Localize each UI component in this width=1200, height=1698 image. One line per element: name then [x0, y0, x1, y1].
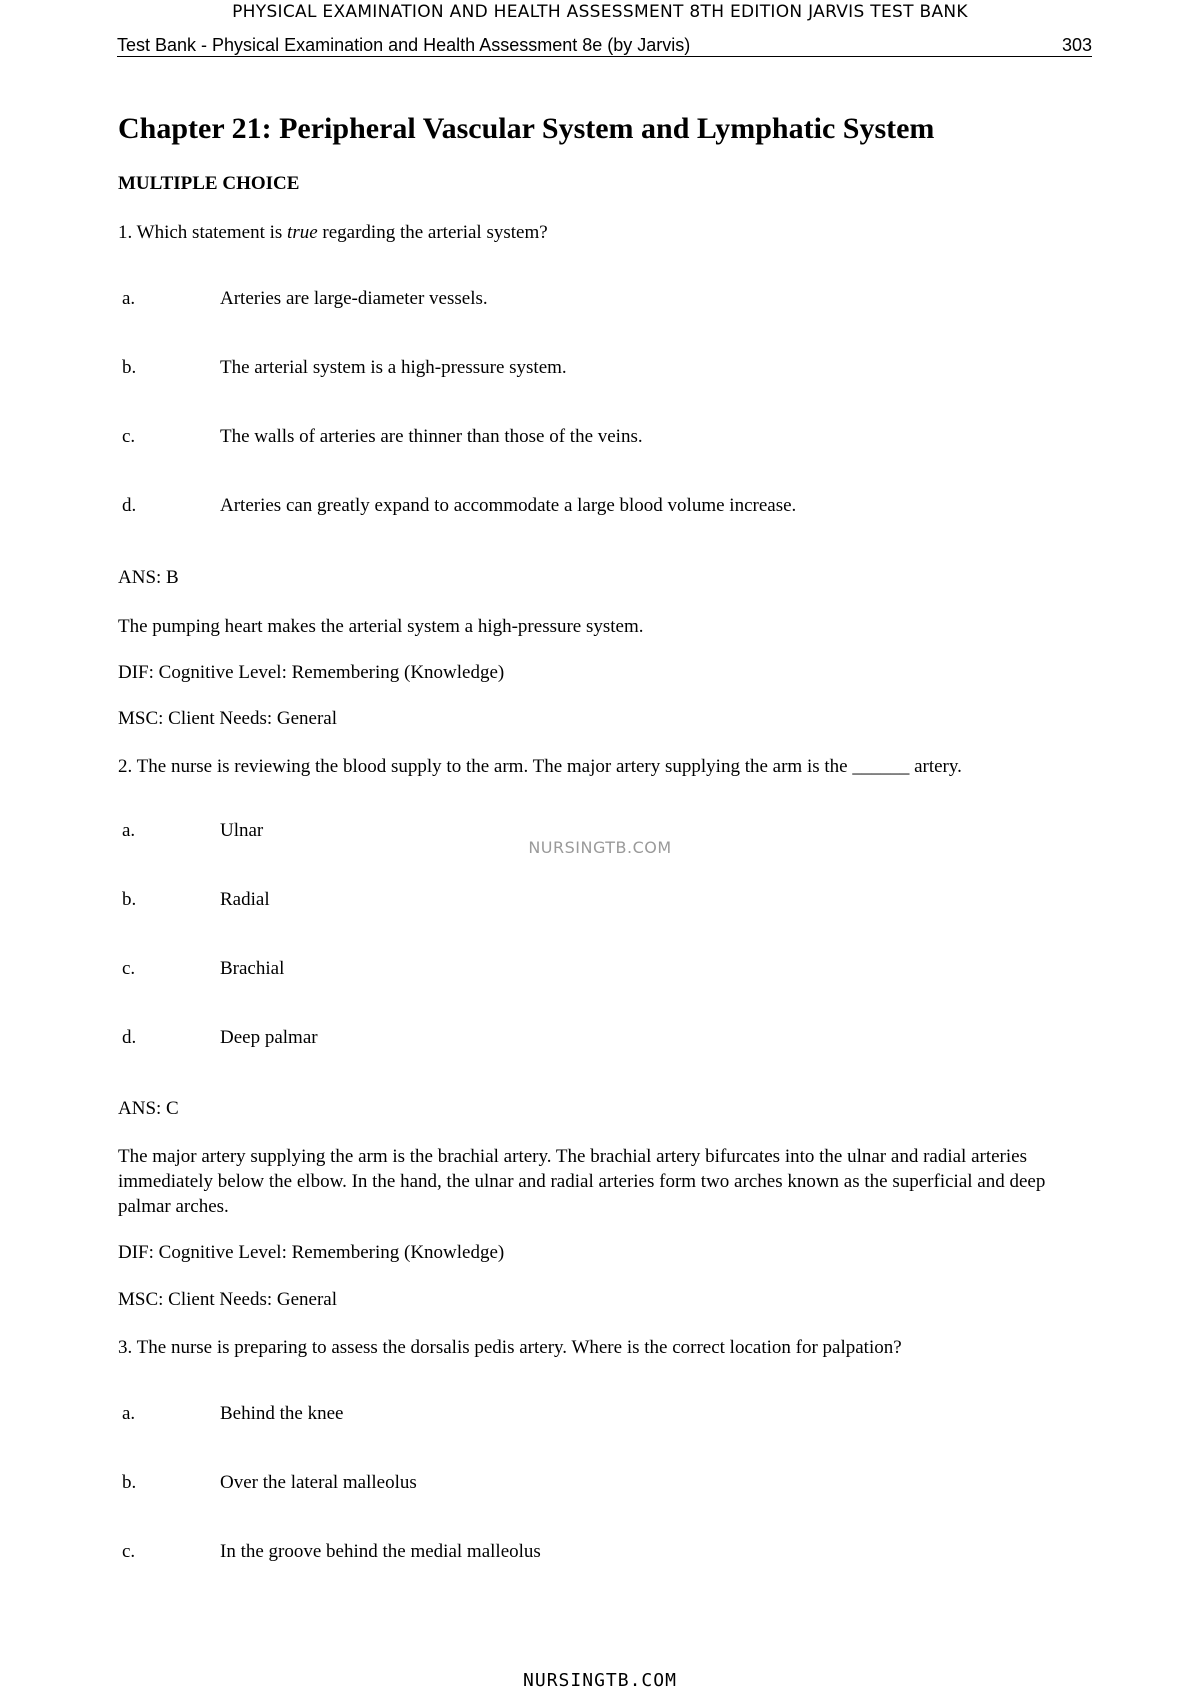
- q3-option-c-text: In the groove behind the medial malleolus: [220, 1541, 541, 1562]
- q3-option-a-text: Behind the knee: [220, 1403, 344, 1424]
- q1-option-b-text: The arterial system is a high-pressure system.: [220, 357, 567, 378]
- question-2-stem: 2. The nurse is reviewing the blood supply to the arm. The major artery supplying the arm is the ______ artery.: [118, 756, 962, 777]
- running-header: [117, 34, 1092, 57]
- page-number: 303: [1061, 35, 1092, 55]
- q1-option-d-text: Arteries can greatly expand to accommodate a large blood volume increase.: [220, 495, 797, 516]
- q2-option-a-text: Ulnar: [220, 820, 264, 841]
- q1-answer: ANS: B: [118, 567, 179, 588]
- q3-option-b-letter: b.: [122, 1472, 137, 1493]
- q2-option-c-text: Brachial: [220, 958, 285, 979]
- question-3-stem: 3. The nurse is preparing to assess the dorsalis pedis artery. Where is the correct location for palpation?: [118, 1337, 902, 1358]
- q1-option-a-letter: a.: [122, 288, 136, 309]
- q2-difficulty: DIF: Cognitive Level: Remembering (Knowledge): [118, 1242, 505, 1263]
- q1-option-d-letter: d.: [122, 495, 137, 516]
- question-1-stem: [118, 220, 1088, 245]
- q1-rationale: The pumping heart makes the arterial system a high-pressure system.: [118, 616, 644, 637]
- q2-option-b-text: Radial: [220, 889, 270, 910]
- q1-difficulty: DIF: Cognitive Level: Remembering (Knowledge): [118, 662, 505, 683]
- q1-client-needs: MSC: Client Needs: General: [118, 708, 337, 729]
- section-heading: MULTIPLE CHOICE: [118, 173, 300, 194]
- q2-answer: ANS: C: [118, 1098, 179, 1119]
- top-banner: PHYSICAL EXAMINATION AND HEALTH ASSESSMENT 8TH EDITION JARVIS TEST BANK: [232, 2, 968, 22]
- q2-rationale: The major artery supplying the arm is the brachial artery. The brachial artery bifurcates into the ulnar and radial arteries immediately below the elbow. In the hand, the ulnar and radial arteries form two arches known as the superficial and deep palmar arches.: [118, 1146, 1046, 1217]
- q3-option-b-text: Over the lateral malleolus: [220, 1472, 417, 1493]
- q1-option-c-text: The walls of arteries are thinner than those of the veins.: [220, 426, 643, 447]
- q1-option-c-letter: c.: [122, 426, 136, 447]
- watermark-footer: NURSINGTB.COM: [523, 1670, 677, 1691]
- q2-option-d-text: Deep palmar: [220, 1027, 318, 1048]
- header-title: Test Bank - Physical Examination and Health Assessment 8e (by Jarvis): [117, 35, 691, 55]
- q1-option-a-text: Arteries are large-diameter vessels.: [220, 288, 488, 309]
- q2-option-b-letter: b.: [122, 889, 137, 910]
- q2-option-d-letter: d.: [122, 1027, 137, 1048]
- q3-option-a-letter: a.: [122, 1403, 136, 1424]
- question-1-stem-start: 1. Which statement is: [118, 222, 288, 243]
- q2-option-c-letter: c.: [122, 958, 136, 979]
- watermark-center: NURSINGTB.COM: [528, 838, 672, 857]
- q3-option-c-letter: c.: [122, 1541, 136, 1562]
- q2-client-needs: MSC: Client Needs: General: [118, 1289, 337, 1310]
- q1-option-b-letter: b.: [122, 357, 137, 378]
- chapter-title: Chapter 21: Peripheral Vascular System and Lymphatic System: [118, 112, 935, 145]
- question-1-stem-emphasis: true: [287, 222, 318, 243]
- q2-option-a-letter: a.: [122, 820, 136, 841]
- question-1-stem-end: regarding the arterial system?: [317, 222, 548, 243]
